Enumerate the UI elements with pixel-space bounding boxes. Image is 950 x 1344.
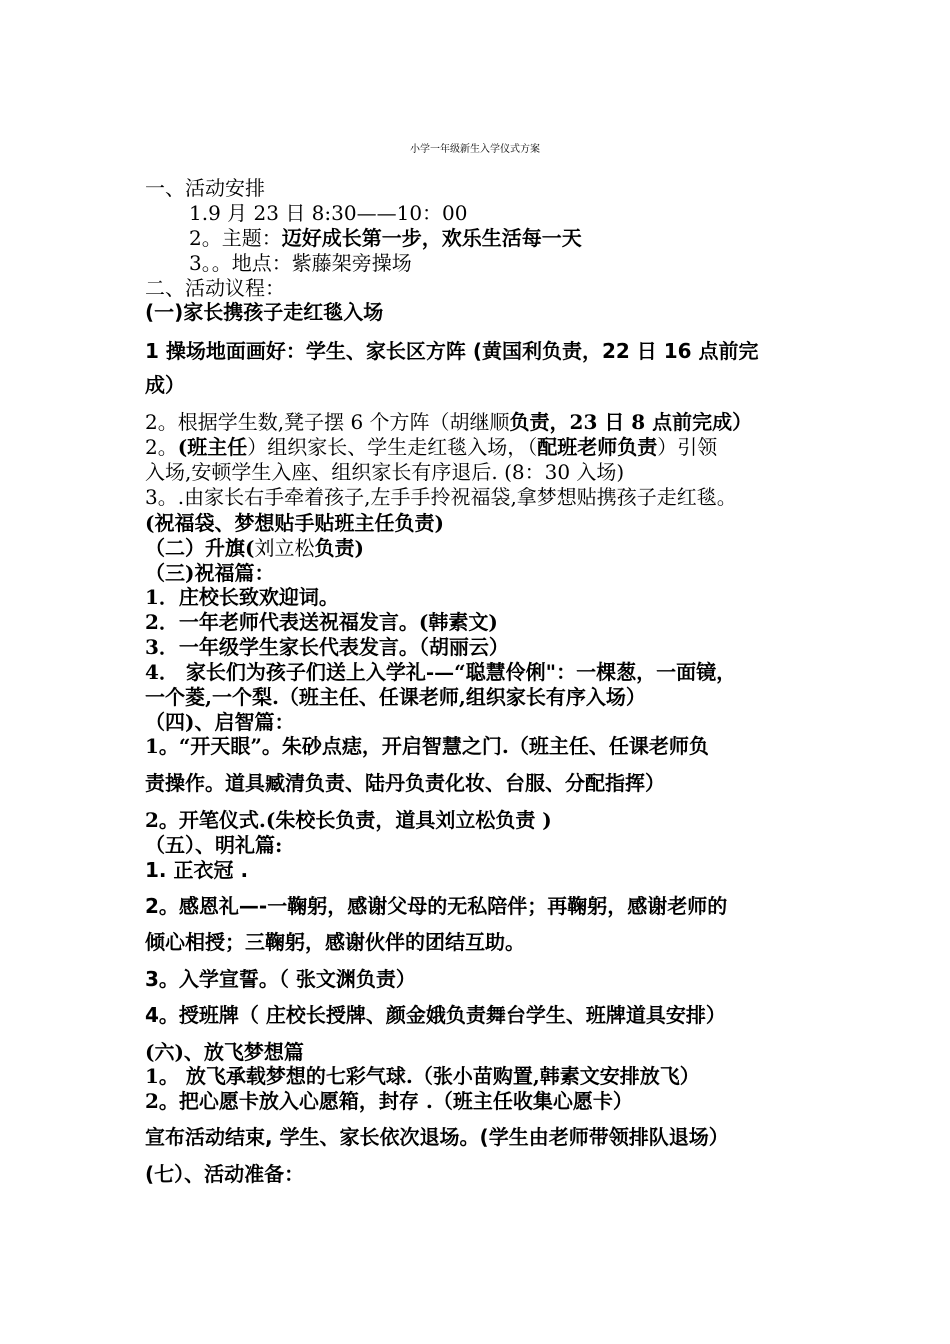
- subsection-heading: (一)家长携孩子走红毯入场: [145, 300, 384, 324]
- schedule-time: 1.9 月 23 日 8:30——10：00: [189, 201, 468, 225]
- subsection-heading: （五）、明礼篇:: [145, 833, 283, 857]
- text-run: 2。根据学生数,凳子摆 6 个方阵（胡继顺: [145, 410, 510, 434]
- theme-label: 2。主题：: [189, 226, 282, 250]
- list-item: 1．庄校长致欢迎词。: [145, 585, 339, 609]
- list-item: 4。授班牌（ 庄校长授牌、颜金娥负责舞台学生、班牌道具安排）: [145, 1003, 726, 1027]
- list-item: 1。“开天眼”。朱砂点痣，开启智慧之门.（班主任、任课老师负: [145, 734, 709, 758]
- list-item: 3．一年级学生家长代表发言。（胡丽云）: [145, 635, 509, 659]
- list-item: 1. 正衣冠 .: [145, 858, 249, 882]
- text-run: 配班老师负责: [537, 435, 658, 459]
- subsection-heading: [145, 535, 364, 561]
- theme-text: 迈好成长第一步，欢乐生活每一天: [281, 226, 582, 250]
- paragraph-line: [145, 409, 752, 435]
- list-item: 2。感恩礼—-一鞠躬，感谢父母的无私陪伴；再鞠躬，感谢老师的: [145, 894, 728, 918]
- schedule-theme: [189, 225, 582, 251]
- subsection-heading: (七）、活动准备：: [145, 1162, 305, 1186]
- text-run: ）引领: [657, 435, 718, 459]
- text-run: 负责): [314, 536, 364, 560]
- section-heading: 一、活动安排: [145, 176, 265, 200]
- text-run: 负责，23 日 8 点前完成）: [509, 410, 753, 434]
- list-item: 4． 家长们为孩子们送上入学礼-—“聪慧伶俐"：一棵葱，一面镜，: [145, 660, 737, 684]
- list-item: 倾心相授；三鞠躬，感谢伙伴的团结互助。: [145, 930, 525, 954]
- list-item: 1。 放飞承载梦想的七彩气球.（张小苗购置,韩素文安排放飞）: [145, 1064, 700, 1088]
- text-run: 刘立松: [254, 536, 315, 560]
- list-item: 2。开笔仪式.(朱校长负责，道具刘立松负责 ): [145, 808, 552, 832]
- document-title: 小学一年级新生入学仪式方案: [410, 144, 540, 155]
- list-item: 一个菱,一个梨.（班主任、任课老师,组织家长有序入场）: [145, 685, 646, 709]
- list-item: 3。入学宣誓。（ 张文渊负责）: [145, 967, 416, 991]
- text-run: （二）升旗(: [145, 536, 255, 560]
- paragraph-line: 1 操场地面画好：学生、家长区方阵 (黄国利负责，22 日 16 点前完: [145, 339, 759, 363]
- paragraph-line: (祝福袋、梦想贴手贴班主任负责): [145, 511, 444, 535]
- text-run: (班主任: [177, 435, 248, 459]
- subsection-heading: （四)、启智篇：: [145, 710, 295, 734]
- paragraph-line: 3。.由家长右手牵着孩子,左手手拎祝福袋,拿梦想贴携孩子走红毯。: [145, 485, 737, 509]
- list-item: 2．一年老师代表送祝福发言。(韩素文): [145, 610, 498, 634]
- paragraph-line: [145, 434, 717, 460]
- subsection-heading: （三)祝福篇：: [145, 561, 275, 585]
- text-run: 2。: [145, 435, 178, 459]
- paragraph-line: 入场,安顿学生入座、组织家长有序退后. (8：30 入场): [145, 460, 625, 484]
- paragraph-line: 成）: [145, 373, 185, 397]
- section-heading: 二、活动议程：: [145, 276, 285, 300]
- list-item: 2。把心愿卡放入心愿箱，封存 .（班主任收集心愿卡）: [145, 1089, 633, 1113]
- text-run: ）组织家长、学生走红毯入场，（: [247, 435, 538, 459]
- paragraph-line: 宣布活动结束, 学生、家长依次退场。(学生由老师带领排队退场）: [145, 1125, 729, 1149]
- list-item: 责操作。道具臧清负责、陆丹负责化妆、台服、分配指挥）: [145, 771, 665, 795]
- schedule-location: 3。。地点：紫藤架旁操场: [189, 251, 412, 275]
- subsection-heading: (六)、放飞梦想篇: [145, 1040, 304, 1064]
